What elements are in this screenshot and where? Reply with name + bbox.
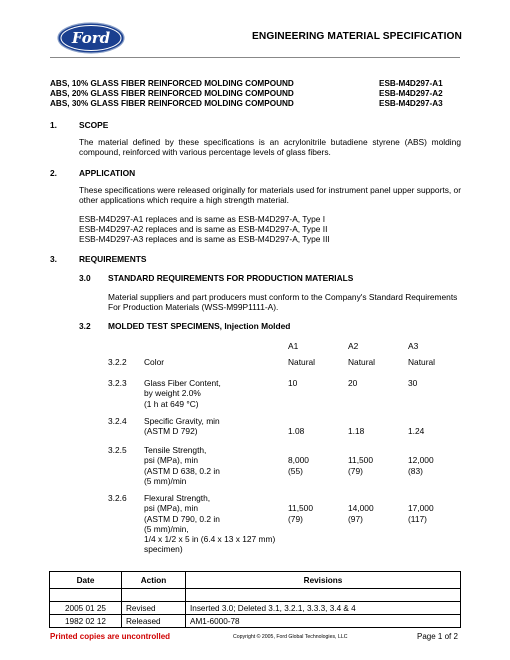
revision-date [50, 589, 122, 602]
value-a3 [408, 357, 435, 367]
revision-date: 1982 02 12 [50, 615, 122, 628]
requirement-number [108, 378, 127, 388]
requirement-property-line: Color [144, 357, 165, 367]
replaces-line: ESB-M4D297-A1 replaces and is same as ESB-M4D297-A, Type I [79, 214, 326, 224]
value-a2 [348, 416, 364, 437]
page-number: Page 1 of 2 [417, 632, 458, 641]
value-a1-line: 8,000 [288, 455, 309, 466]
value-a3-line: 1.24 [408, 426, 425, 437]
requirement-property-line: (ASTM D 790, 0.2 in [144, 513, 220, 524]
column-header-a3: A3 [408, 341, 419, 351]
requirement-number-line: 3.2.6 [108, 493, 127, 503]
revision-header-row [50, 572, 461, 589]
value-a3-line [408, 493, 434, 503]
value-a3-line: 12,000 [408, 455, 434, 466]
replaces-line: ESB-M4D297-A3 replaces and is same as ESB-M4D297-A, Type III [79, 234, 330, 244]
revision-desc [186, 589, 461, 602]
ford-logo [57, 22, 125, 54]
requirement-number-line: 3.2.3 [108, 378, 127, 388]
requirement-number-line: 3.2.5 [108, 445, 127, 455]
requirement-property-line: Tensile Strength, [144, 445, 207, 455]
subsection-number: 3.0 [79, 273, 91, 283]
requirement-property [144, 357, 164, 367]
header-action: Action [122, 572, 186, 589]
value-a2-line: 20 [348, 378, 358, 388]
requirement-property [144, 445, 220, 486]
value-a2-line: Natural [348, 357, 375, 367]
copyright: Copyright © 2005, Ford Global Technologies, LLC [233, 634, 348, 640]
requirement-property-line: Glass Fiber Content, [144, 378, 221, 388]
scope-text: The material defined by these specifications is an acrylonitrile butadiene styrene (ABS) molding compound, reinforced with various percentage levels of glass fibers. [79, 137, 461, 158]
column-header-a1: A1 [288, 341, 299, 351]
requirement-number [108, 416, 127, 426]
header-date: Date [50, 572, 122, 589]
requirement-number-line: 3.2.4 [108, 416, 127, 426]
requirement-property [144, 378, 221, 409]
value-a3-line [408, 416, 424, 426]
material-line [50, 99, 460, 108]
revision-row [50, 589, 461, 602]
requirement-property-line: (ASTM D 792) [144, 426, 198, 437]
requirement-property-line: psi (MPa), min [144, 455, 198, 466]
value-a1-line: (55) [288, 465, 303, 476]
value-a3-line: (117) [408, 513, 427, 524]
value-a2-line [348, 445, 373, 455]
requirement-property-line: (1 h at 649 °C) [144, 398, 199, 409]
material-code: ESB-M4D297-A3 [379, 99, 443, 108]
value-a2-line: 1.18 [348, 426, 365, 437]
value-a3 [408, 493, 434, 524]
subsection-number: 3.2 [79, 321, 91, 331]
section-number: 2. [50, 168, 57, 178]
requirement-number [108, 357, 127, 367]
application-text: These specifications were released originally for materials used for instrument panel upper supports, or other applications which require a high strength material. [79, 185, 461, 206]
value-a1-line: (79) [288, 513, 303, 524]
material-line [50, 89, 460, 98]
revision-desc: AM1-6000-78 [186, 615, 461, 628]
value-a2-line [348, 493, 374, 503]
revision-action: Released [122, 615, 186, 628]
revision-table [49, 571, 461, 628]
value-a1 [288, 445, 309, 476]
value-a1-line: 10 [288, 378, 298, 388]
section-number: 3. [50, 254, 57, 264]
column-header-a2: A2 [348, 341, 359, 351]
value-a1-line [288, 445, 309, 455]
value-a1-line: 1.08 [288, 426, 305, 437]
value-a3-line: Natural [408, 357, 435, 367]
material-code: ESB-M4D297-A1 [379, 79, 443, 88]
requirement-number [108, 445, 127, 455]
value-a2 [348, 493, 374, 524]
value-a2 [348, 445, 373, 476]
subsection-title: STANDARD REQUIREMENTS FOR PRODUCTION MATERIALS [108, 273, 354, 283]
value-a1-line: Natural [288, 357, 315, 367]
standard-requirements-text: Material suppliers and part producers must conform to the Company's Standard Requirements For Production Materials (WSS-M99P1111-A). [108, 292, 458, 313]
value-a3 [408, 378, 417, 388]
requirement-property-line: by weight 2.0% [144, 388, 201, 399]
requirement-property-line: (ASTM D 638, 0.2 in [144, 465, 220, 476]
section-number: 1. [50, 120, 57, 130]
document-title: ENGINEERING MATERIAL SPECIFICATION [252, 31, 462, 42]
value-a1 [288, 378, 297, 388]
revision-action [122, 589, 186, 602]
requirement-property-line: specimen) [144, 544, 183, 555]
revision-action: Revised [122, 602, 186, 615]
revision-date: 2005 01 25 [50, 602, 122, 615]
value-a2-line: (79) [348, 465, 363, 476]
value-a3 [408, 445, 434, 476]
value-a3-line: 30 [408, 378, 418, 388]
value-a3 [408, 416, 424, 437]
requirement-property-line: (5 mm)/min [144, 475, 187, 486]
value-a1 [288, 493, 313, 524]
logo-text: Ford [71, 29, 111, 47]
requirement-property-line: Flexural Strength, [144, 493, 211, 503]
value-a3-line: (83) [408, 465, 423, 476]
value-a2 [348, 378, 357, 388]
requirement-property-line: (5 mm)/min, [144, 523, 189, 534]
material-name: ABS, 30% GLASS FIBER REINFORCED MOLDING COMPOUND [50, 99, 294, 108]
replaces-line: ESB-M4D297-A2 replaces and is same as ESB-M4D297-A, Type II [79, 224, 328, 234]
material-name: ABS, 20% GLASS FIBER REINFORCED MOLDING COMPOUND [50, 89, 294, 98]
section-title-scope: SCOPE [79, 120, 109, 130]
value-a2-line: (97) [348, 513, 363, 524]
value-a3-line [408, 445, 434, 455]
requirement-number [108, 493, 127, 503]
material-name: ABS, 10% GLASS FIBER REINFORCED MOLDING COMPOUND [50, 79, 294, 88]
value-a1-line [288, 493, 313, 503]
value-a1 [288, 416, 304, 437]
requirement-property [144, 416, 220, 437]
uncontrolled-notice: Printed copies are uncontrolled [50, 632, 171, 641]
value-a1-line [288, 416, 304, 426]
revision-row [50, 602, 461, 615]
requirement-property [144, 493, 275, 555]
requirement-property-line: Specific Gravity, min [144, 416, 220, 426]
requirement-property-line: psi (MPa), min [144, 503, 198, 514]
requirement-number-line: 3.2.2 [108, 357, 127, 367]
value-a2-line: 14,000 [348, 503, 374, 514]
value-a1 [288, 357, 315, 367]
header-revisions: Revisions [186, 572, 461, 589]
revision-row [50, 615, 461, 628]
section-title-application: APPLICATION [79, 168, 136, 178]
material-line [50, 79, 460, 88]
value-a1-line: 11,500 [288, 503, 313, 514]
material-code: ESB-M4D297-A2 [379, 89, 443, 98]
requirement-property-line: 1/4 x 1/2 x 5 in (6.4 x 13 x 127 mm) [144, 534, 276, 545]
value-a3-line: 17,000 [408, 503, 434, 514]
value-a2-line [348, 416, 364, 426]
header-divider [50, 57, 460, 58]
value-a2-line: 11,500 [348, 455, 373, 466]
section-title-requirements: REQUIREMENTS [79, 254, 147, 264]
revision-desc: Inserted 3.0; Deleted 3.1, 3.2.1, 3.3.3, 3.4 & 4 [186, 602, 461, 615]
value-a2 [348, 357, 375, 367]
subsection-title: MOLDED TEST SPECIMENS, Injection Molded [108, 321, 291, 331]
